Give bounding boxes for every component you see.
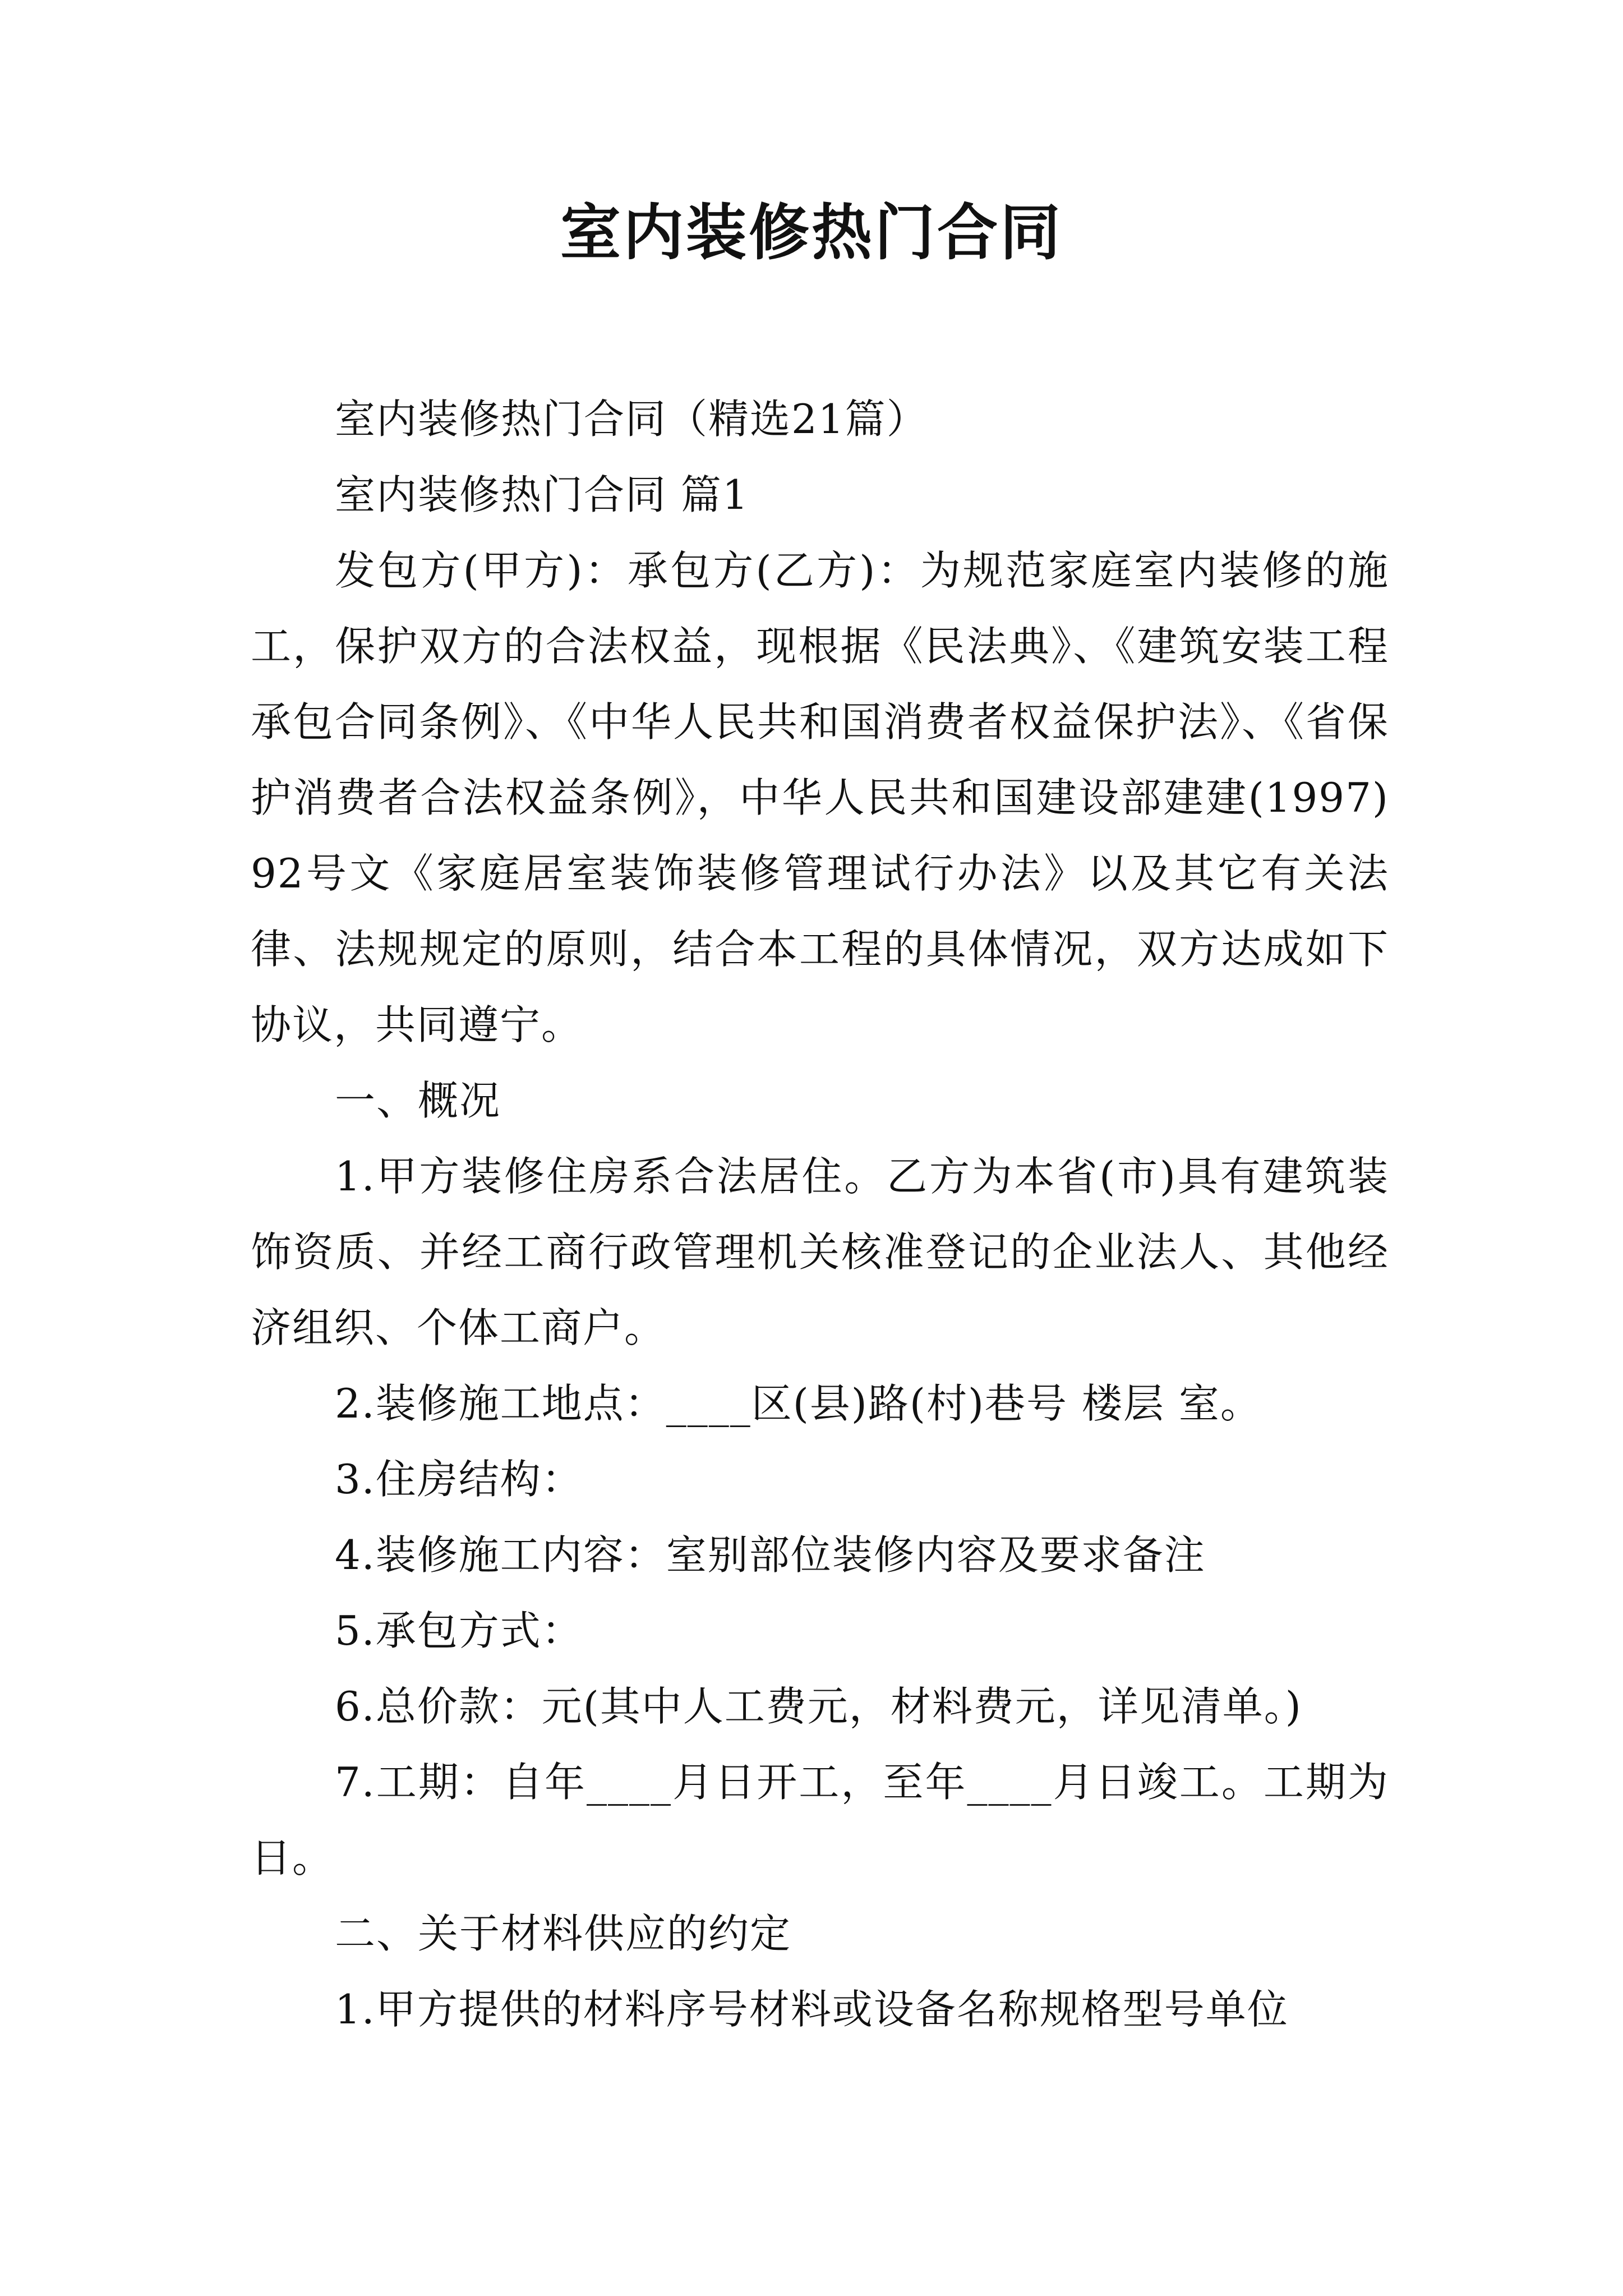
paragraph-heading-materials: 二、关于材料供应的约定 — [335, 1910, 792, 1957]
document-body — [251, 381, 1389, 2047]
paragraph-item-1: 1.甲方装修住房系合法居住。乙方为本省(市)具有建筑装饰资质、并经工商行政管理机关核准登记的企业法人、其他经济组织、个体工商户。 — [251, 1153, 1389, 1351]
paragraph-item-3: 3.住房结构： — [335, 1456, 583, 1503]
paragraph-item-7: 7.工期：自年____月日开工，至年____月日竣工。工期为日。 — [251, 1759, 1389, 1881]
paragraph-item-2: 2.装修施工地点：____区(县)路(村)巷号 楼层 室。 — [335, 1380, 1262, 1427]
paragraph-section-heading: 室内装修热门合同 篇1 — [335, 471, 749, 518]
paragraph-heading-overview: 一、概况 — [335, 1077, 501, 1124]
paragraph-materials-item-1: 1.甲方提供的材料序号材料或设备名称规格型号单位 — [335, 1986, 1289, 2033]
document-title: 室内装修热门合同 — [560, 197, 1063, 268]
paragraph-item-5: 5.承包方式： — [335, 1607, 583, 1654]
paragraph-subtitle: 室内装修热门合同（精选21篇） — [335, 395, 928, 443]
paragraph-item-6: 6.总价款：元(其中人工费元，材料费元，详见清单。) — [335, 1683, 1302, 1730]
paragraph-preamble: 发包方(甲方)：承包方(乙方)：为规范家庭室内装修的施工，保护双方的合法权益，现根据《民法典》、《建筑安装工程承包合同条例》、《中华人民共和国消费者权益保护法》、《省保护消费者合法权益条例》，中华人民共和国建设部建建(1997)92号文《家庭居室装饰装修管理试行办法》以及其它有关法律、法规规定的原则，结合本工程的具体情况，双方达成如下协议，共同遵宁。 — [251, 547, 1389, 1048]
paragraph-item-4: 4.装修施工内容：室别部位装修内容及要求备注 — [335, 1531, 1206, 1579]
